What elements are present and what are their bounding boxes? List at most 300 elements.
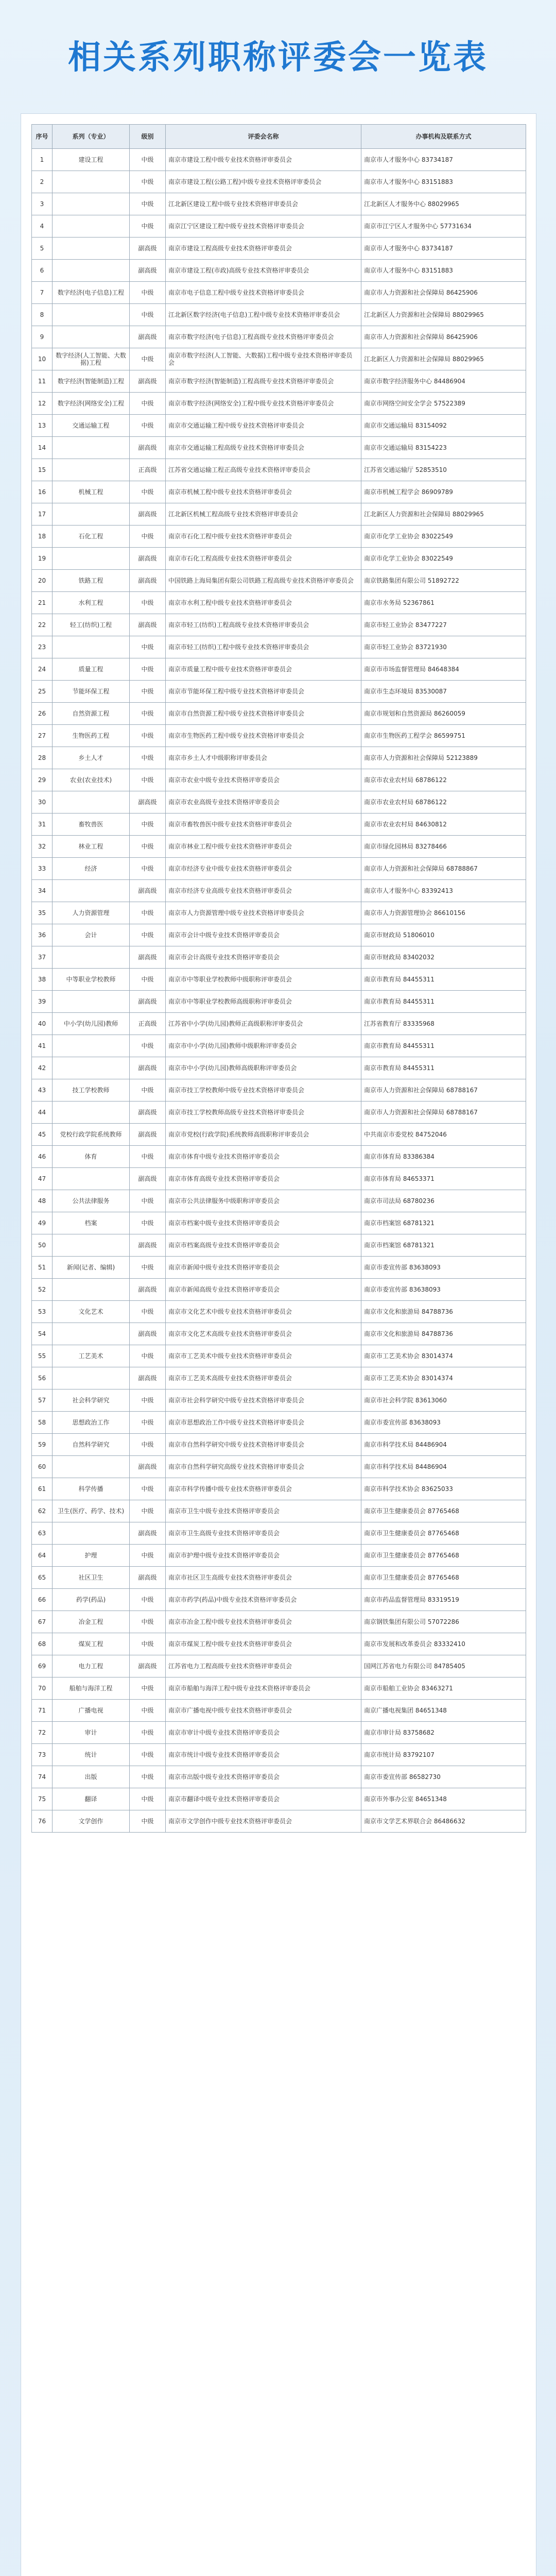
- cell-series: 社会科学研究: [53, 1389, 130, 1412]
- table-row: [32, 1522, 526, 1545]
- cell-committee: 南京市会计高级专业技术资格评审委员会: [166, 946, 361, 969]
- table-row: [32, 348, 526, 370]
- cell-index: 72: [32, 1722, 53, 1744]
- table-row: [32, 393, 526, 415]
- cell-level: 中级: [130, 1545, 166, 1567]
- table-body: [32, 149, 526, 1833]
- cell-level: 中级: [130, 1611, 166, 1633]
- cell-contact: 南京市化学工业协会 83022549: [361, 526, 526, 548]
- cell-level: 副高级: [130, 1655, 166, 1677]
- cell-committee: 南京市经济专业中级专业技术资格评审委员会: [166, 858, 361, 880]
- cell-committee: 南京市思想政治工作中级专业技术资格评审委员会: [166, 1412, 361, 1434]
- cell-index: 50: [32, 1234, 53, 1257]
- cell-level: 中级: [130, 969, 166, 991]
- committee-table: [31, 124, 526, 1833]
- table-row: [32, 1035, 526, 1057]
- cell-contact: 南京市工艺美术协会 83014374: [361, 1367, 526, 1389]
- cell-committee: 南京市建设工程(公路工程)中级专业技术资格评审委员会: [166, 171, 361, 193]
- cell-committee: 南京市农业高级专业技术资格评审委员会: [166, 791, 361, 814]
- cell-contact: 南京市财政局 51806010: [361, 924, 526, 946]
- table-row: [32, 791, 526, 814]
- cell-series: 自然科学研究: [53, 1434, 130, 1456]
- table-row: [32, 858, 526, 880]
- cell-committee: 南京市文学创作中级专业技术资格评审委员会: [166, 1810, 361, 1833]
- cell-series: [53, 1168, 130, 1190]
- cell-series: 技工学校教师: [53, 1079, 130, 1101]
- cell-index: 44: [32, 1101, 53, 1124]
- cell-index: 18: [32, 526, 53, 548]
- cell-level: 中级: [130, 1677, 166, 1700]
- cell-contact: 南京市档案馆 68781321: [361, 1234, 526, 1257]
- cell-index: 31: [32, 814, 53, 836]
- cell-index: 20: [32, 570, 53, 592]
- cell-committee: 南京市数字经济(人工智能、大数据)工程中级专业技术资格评审委员会: [166, 348, 361, 370]
- cell-level: 中级: [130, 481, 166, 503]
- cell-contact: 南京市船舶工业协会 83463271: [361, 1677, 526, 1700]
- cell-level: 中级: [130, 1788, 166, 1810]
- cell-contact: 南京市卫生健康委员会 87765468: [361, 1522, 526, 1545]
- cell-committee: 南京市轻工(纺织)工程中级专业技术资格评审委员会: [166, 636, 361, 658]
- cell-committee: 南京市科学传播中级专业技术资格评审委员会: [166, 1478, 361, 1500]
- cell-index: 11: [32, 370, 53, 393]
- cell-committee: 南京市卫生高级专业技术资格评审委员会: [166, 1522, 361, 1545]
- cell-contact: 南京市文学艺术界联合会 86486632: [361, 1810, 526, 1833]
- cell-level: 中级: [130, 1190, 166, 1212]
- cell-series: 中小学(幼儿园)教师: [53, 1013, 130, 1035]
- cell-series: [53, 260, 130, 282]
- cell-index: 13: [32, 415, 53, 437]
- cell-index: 65: [32, 1567, 53, 1589]
- cell-series: [53, 215, 130, 238]
- cell-committee: 南京市会计中级专业技术资格评审委员会: [166, 924, 361, 946]
- cell-index: 6: [32, 260, 53, 282]
- cell-contact: 南京市文化和旅游局 84788736: [361, 1323, 526, 1345]
- cell-contact: 国网江苏省电力有限公司 84785405: [361, 1655, 526, 1677]
- cell-series: 出版: [53, 1766, 130, 1788]
- cell-index: 33: [32, 858, 53, 880]
- table-row: [32, 814, 526, 836]
- cell-contact: 南京市体育局 84653371: [361, 1168, 526, 1190]
- cell-series: 体育: [53, 1146, 130, 1168]
- cell-committee: 南京市质量工程中级专业技术资格评审委员会: [166, 658, 361, 681]
- table-row: [32, 1124, 526, 1146]
- cell-level: 副高级: [130, 614, 166, 636]
- cell-index: 19: [32, 548, 53, 570]
- cell-series: 机械工程: [53, 481, 130, 503]
- cell-contact: 南京市农业农村局 84630812: [361, 814, 526, 836]
- cell-committee: 南京市林业工程中级专业技术资格评审委员会: [166, 836, 361, 858]
- cell-series: 林业工程: [53, 836, 130, 858]
- cell-contact: 南京市教育局 84455311: [361, 1057, 526, 1079]
- cell-contact: 南京市科学技术局 84486904: [361, 1434, 526, 1456]
- table-row: [32, 1013, 526, 1035]
- cell-index: 70: [32, 1677, 53, 1700]
- cell-index: 67: [32, 1611, 53, 1633]
- cell-committee: 南京市体育高级专业技术资格评审委员会: [166, 1168, 361, 1190]
- cell-index: 68: [32, 1633, 53, 1655]
- cell-index: 17: [32, 503, 53, 526]
- cell-index: 39: [32, 991, 53, 1013]
- table-row: [32, 526, 526, 548]
- cell-contact: 南京市文化和旅游局 84788736: [361, 1301, 526, 1323]
- table-row: [32, 924, 526, 946]
- cell-committee: 江苏省中小学(幼儿园)教师正高级职称评审委员会: [166, 1013, 361, 1035]
- cell-contact: 南京市委宣传部 83638093: [361, 1257, 526, 1279]
- cell-committee: 南京市审计中级专业技术资格评审委员会: [166, 1722, 361, 1744]
- table-row: [32, 1456, 526, 1478]
- cell-contact: 南京市化学工业协会 83022549: [361, 548, 526, 570]
- table-row: [32, 614, 526, 636]
- cell-level: 中级: [130, 526, 166, 548]
- cell-index: 45: [32, 1124, 53, 1146]
- cell-contact: 南京市人力资源和社会保障局 68788167: [361, 1101, 526, 1124]
- cell-contact: 南京市统计局 83792107: [361, 1744, 526, 1766]
- cell-index: 74: [32, 1766, 53, 1788]
- cell-committee: 南京市新闻中级专业技术资格评审委员会: [166, 1257, 361, 1279]
- cell-contact: 南京市财政局 83402032: [361, 946, 526, 969]
- cell-series: 工艺美术: [53, 1345, 130, 1367]
- cell-series: 审计: [53, 1722, 130, 1744]
- table-row: [32, 1389, 526, 1412]
- cell-contact: 南京市人力资源管理协会 86610156: [361, 902, 526, 924]
- table-row: [32, 149, 526, 171]
- cell-committee: 江北新区数字经济(电子信息)工程中级专业技术资格评审委员会: [166, 304, 361, 326]
- cell-level: 中级: [130, 1478, 166, 1500]
- cell-contact: 江北新区人力资源和社会保障局 88029965: [361, 304, 526, 326]
- cell-contact: 南京市委宣传部 83638093: [361, 1279, 526, 1301]
- cell-series: [53, 946, 130, 969]
- cell-contact: 南京市轻工业协会 83477227: [361, 614, 526, 636]
- cell-committee: 南京市社区卫生高级专业技术资格评审委员会: [166, 1567, 361, 1589]
- cell-index: 73: [32, 1744, 53, 1766]
- cell-committee: 南京市节能环保工程中级专业技术资格评审委员会: [166, 681, 361, 703]
- cell-committee: 南京市经济专业高级专业技术资格评审委员会: [166, 880, 361, 902]
- cell-level: 中级: [130, 924, 166, 946]
- cell-contact: 南京市交通运输局 83154223: [361, 437, 526, 459]
- cell-series: [53, 459, 130, 481]
- cell-level: 副高级: [130, 570, 166, 592]
- cell-index: 54: [32, 1323, 53, 1345]
- table-row: [32, 1589, 526, 1611]
- cell-index: 38: [32, 969, 53, 991]
- table-row: [32, 1057, 526, 1079]
- table-row: [32, 171, 526, 193]
- cell-series: 农业(农业技术): [53, 769, 130, 791]
- cell-contact: 南京市体育局 83386384: [361, 1146, 526, 1168]
- cell-series: 党校行政学院系统教师: [53, 1124, 130, 1146]
- cell-committee: 南京市护理中级专业技术资格评审委员会: [166, 1545, 361, 1567]
- cell-series: [53, 991, 130, 1013]
- cell-level: 副高级: [130, 1057, 166, 1079]
- cell-committee: 南京市石化工程高级专业技术资格评审委员会: [166, 548, 361, 570]
- cell-level: 中级: [130, 1722, 166, 1744]
- table-row: [32, 1655, 526, 1677]
- cell-contact: 南京市机械工程学会 86909789: [361, 481, 526, 503]
- cell-series: [53, 171, 130, 193]
- cell-level: 副高级: [130, 1367, 166, 1389]
- cell-series: 中等职业学校教师: [53, 969, 130, 991]
- cell-committee: 南京市数字经济(电子信息)工程高级专业技术资格评审委员会: [166, 326, 361, 348]
- cell-committee: 南京市乡土人才中级职称评审委员会: [166, 747, 361, 769]
- cell-contact: 南京市科学技术协会 83625033: [361, 1478, 526, 1500]
- cell-contact: 南京市江宁区人才服务中心 57731634: [361, 215, 526, 238]
- cell-series: [53, 1101, 130, 1124]
- cell-series: [53, 304, 130, 326]
- cell-contact: 南京市审计局 83758682: [361, 1722, 526, 1744]
- cell-index: 23: [32, 636, 53, 658]
- cell-level: 中级: [130, 1345, 166, 1367]
- cell-level: 正高级: [130, 459, 166, 481]
- cell-contact: 南京市委宣传部 83638093: [361, 1412, 526, 1434]
- cell-series: [53, 1367, 130, 1389]
- cell-series: 人力资源管理: [53, 902, 130, 924]
- cell-contact: 南京市市场监督管理局 84648384: [361, 658, 526, 681]
- cell-committee: 南京市体育中级专业技术资格评审委员会: [166, 1146, 361, 1168]
- table-row: [32, 193, 526, 215]
- cell-contact: 南京市人力资源和社会保障局 68788167: [361, 1079, 526, 1101]
- cell-index: 55: [32, 1345, 53, 1367]
- cell-committee: 南京市档案高级专业技术资格评审委员会: [166, 1234, 361, 1257]
- cell-contact: 南京市人才服务中心 83392413: [361, 880, 526, 902]
- cell-committee: 南京市建设工程中级专业技术资格评审委员会: [166, 149, 361, 171]
- cell-committee: 南京市中小学(幼儿园)教师中级职称评审委员会: [166, 1035, 361, 1057]
- cell-series: 广播电视: [53, 1700, 130, 1722]
- cell-series: 乡土人才: [53, 747, 130, 769]
- cell-index: 5: [32, 238, 53, 260]
- cell-level: 中级: [130, 658, 166, 681]
- table-row: [32, 1611, 526, 1633]
- table-row: [32, 326, 526, 348]
- cell-committee: 南京市自然科学研究中级专业技术资格评审委员会: [166, 1434, 361, 1456]
- cell-level: 正高级: [130, 1013, 166, 1035]
- table-row: [32, 902, 526, 924]
- cell-series: [53, 636, 130, 658]
- cell-level: 副高级: [130, 1323, 166, 1345]
- cell-level: 中级: [130, 1810, 166, 1833]
- cell-index: 43: [32, 1079, 53, 1101]
- cell-level: 中级: [130, 681, 166, 703]
- cell-level: 中级: [130, 1700, 166, 1722]
- cell-level: 中级: [130, 1389, 166, 1412]
- cell-series: 公共法律服务: [53, 1190, 130, 1212]
- cell-index: 27: [32, 725, 53, 747]
- cell-committee: 南京市数字经济(智能制造)工程高级专业技术资格评审委员会: [166, 370, 361, 393]
- table-row: [32, 1146, 526, 1168]
- cell-level: 副高级: [130, 370, 166, 393]
- cell-series: 文学创作: [53, 1810, 130, 1833]
- table-row: [32, 1367, 526, 1389]
- cell-index: 61: [32, 1478, 53, 1500]
- cell-contact: 江苏省教育厅 83335968: [361, 1013, 526, 1035]
- cell-index: 3: [32, 193, 53, 215]
- cell-index: 37: [32, 946, 53, 969]
- table-row: [32, 260, 526, 282]
- cell-contact: 南京市人力资源和社会保障局 52123889: [361, 747, 526, 769]
- table-row: [32, 1633, 526, 1655]
- cell-series: [53, 437, 130, 459]
- table-row: [32, 1257, 526, 1279]
- cell-level: 中级: [130, 1257, 166, 1279]
- cell-series: [53, 1234, 130, 1257]
- table-row: [32, 1345, 526, 1367]
- cell-index: 60: [32, 1456, 53, 1478]
- cell-contact: 南京市社会科学院 83613060: [361, 1389, 526, 1412]
- header-series: 系列（专业）: [53, 125, 130, 149]
- cell-level: 副高级: [130, 1234, 166, 1257]
- cell-series: [53, 1035, 130, 1057]
- cell-contact: 江北新区人力资源和社会保障局 88029965: [361, 503, 526, 526]
- cell-committee: 南京市文化艺术中级专业技术资格评审委员会: [166, 1301, 361, 1323]
- cell-committee: 南京市机械工程中级专业技术资格评审委员会: [166, 481, 361, 503]
- cell-index: 51: [32, 1257, 53, 1279]
- cell-contact: 南京市外事办公室 84651348: [361, 1788, 526, 1810]
- cell-index: 58: [32, 1412, 53, 1434]
- cell-contact: 南京市委宣传部 86582730: [361, 1766, 526, 1788]
- cell-series: [53, 193, 130, 215]
- cell-contact: 南京市卫生健康委员会 87765468: [361, 1545, 526, 1567]
- cell-index: 57: [32, 1389, 53, 1412]
- cell-index: 24: [32, 658, 53, 681]
- table-row: [32, 1744, 526, 1766]
- cell-committee: 南京市统计中级专业技术资格评审委员会: [166, 1744, 361, 1766]
- cell-committee: 南京市电子信息工程中级专业技术资格评审委员会: [166, 282, 361, 304]
- table-row: [32, 548, 526, 570]
- cell-contact: 南京市生物医药工程学会 86599751: [361, 725, 526, 747]
- cell-level: 副高级: [130, 1168, 166, 1190]
- cell-index: 42: [32, 1057, 53, 1079]
- cell-level: 副高级: [130, 1101, 166, 1124]
- cell-level: 中级: [130, 393, 166, 415]
- cell-index: 66: [32, 1589, 53, 1611]
- cell-contact: 南京市工艺美术协会 83014374: [361, 1345, 526, 1367]
- table-row: [32, 747, 526, 769]
- cell-committee: 中国铁路上海局集团有限公司铁路工程高级专业技术资格评审委员会: [166, 570, 361, 592]
- header-contact: 办事机构及联系方式: [361, 125, 526, 149]
- cell-index: 15: [32, 459, 53, 481]
- cell-contact: 江苏省交通运输厅 52853510: [361, 459, 526, 481]
- cell-contact: 南京市水务局 52367861: [361, 592, 526, 614]
- cell-contact: 南京市人才服务中心 83151883: [361, 260, 526, 282]
- header-level: 级别: [130, 125, 166, 149]
- cell-level: 中级: [130, 725, 166, 747]
- cell-contact: 南京市人力资源和社会保障局 86425906: [361, 326, 526, 348]
- cell-index: 76: [32, 1810, 53, 1833]
- cell-index: 32: [32, 836, 53, 858]
- cell-index: 64: [32, 1545, 53, 1567]
- cell-committee: 南京市建设工程(市政)高级专业技术资格评审委员会: [166, 260, 361, 282]
- cell-series: 文化艺术: [53, 1301, 130, 1323]
- cell-level: 中级: [130, 747, 166, 769]
- cell-series: 质量工程: [53, 658, 130, 681]
- cell-level: 中级: [130, 1035, 166, 1057]
- cell-series: [53, 1522, 130, 1545]
- cell-level: 中级: [130, 1079, 166, 1101]
- cell-level: 副高级: [130, 1522, 166, 1545]
- cell-contact: 中共南京市委党校 84752046: [361, 1124, 526, 1146]
- cell-contact: 南京市教育局 84455311: [361, 991, 526, 1013]
- cell-contact: 南京市人才服务中心 83151883: [361, 171, 526, 193]
- table-row: [32, 503, 526, 526]
- cell-contact: 南京市科学技术局 84486904: [361, 1456, 526, 1478]
- cell-index: 63: [32, 1522, 53, 1545]
- table-row: [32, 1766, 526, 1788]
- cell-level: 中级: [130, 1434, 166, 1456]
- cell-level: 中级: [130, 1212, 166, 1234]
- cell-contact: 南京市规划和自然资源局 86260059: [361, 703, 526, 725]
- cell-index: 46: [32, 1146, 53, 1168]
- table-header-row: [32, 125, 526, 149]
- cell-index: 36: [32, 924, 53, 946]
- table-row: [32, 370, 526, 393]
- table-row: [32, 1788, 526, 1810]
- cell-series: [53, 238, 130, 260]
- cell-committee: 南京市煤炭工程中级专业技术资格评审委员会: [166, 1633, 361, 1655]
- cell-series: [53, 503, 130, 526]
- cell-committee: 南京市社会科学研究中级专业技术资格评审委员会: [166, 1389, 361, 1412]
- table-row: [32, 1500, 526, 1522]
- table-row: [32, 459, 526, 481]
- cell-index: 26: [32, 703, 53, 725]
- cell-series: [53, 880, 130, 902]
- cell-contact: 南京市轻工业协会 83721930: [361, 636, 526, 658]
- cell-level: 副高级: [130, 880, 166, 902]
- cell-committee: 南京市水利工程中级专业技术资格评审委员会: [166, 592, 361, 614]
- table-row: [32, 969, 526, 991]
- cell-level: 副高级: [130, 1456, 166, 1478]
- cell-committee: 南京市工艺美术中级专业技术资格评审委员会: [166, 1345, 361, 1367]
- cell-series: 冶金工程: [53, 1611, 130, 1633]
- cell-contact: 南京市网络空间安全学会 57522389: [361, 393, 526, 415]
- cell-series: 数字经济(人工智能、大数据)工程: [53, 348, 130, 370]
- cell-committee: 南京市翻译中级专业技术资格评审委员会: [166, 1788, 361, 1810]
- table-row: [32, 636, 526, 658]
- cell-index: 40: [32, 1013, 53, 1035]
- table-row: [32, 836, 526, 858]
- cell-index: 29: [32, 769, 53, 791]
- cell-index: 4: [32, 215, 53, 238]
- cell-contact: 南京市教育局 84455311: [361, 1035, 526, 1057]
- cell-level: 中级: [130, 304, 166, 326]
- cell-index: 41: [32, 1035, 53, 1057]
- cell-committee: 江苏省电力工程高级专业技术资格评审委员会: [166, 1655, 361, 1677]
- cell-series: 数字经济(电子信息)工程: [53, 282, 130, 304]
- cell-level: 中级: [130, 1412, 166, 1434]
- cell-series: 护理: [53, 1545, 130, 1567]
- cell-index: 22: [32, 614, 53, 636]
- cell-committee: 南京市船舶与海洋工程中级专业技术资格评审委员会: [166, 1677, 361, 1700]
- cell-series: [53, 791, 130, 814]
- cell-index: 21: [32, 592, 53, 614]
- cell-committee: 南京市数字经济(网络安全)工程中级专业技术资格评审委员会: [166, 393, 361, 415]
- cell-series: 水利工程: [53, 592, 130, 614]
- cell-committee: 南京市技工学校教师中级专业技术资格评审委员会: [166, 1079, 361, 1101]
- table-row: [32, 1101, 526, 1124]
- cell-series: 石化工程: [53, 526, 130, 548]
- cell-level: 中级: [130, 1301, 166, 1323]
- cell-contact: 江北新区人才服务中心 88029965: [361, 193, 526, 215]
- cell-index: 1: [32, 149, 53, 171]
- cell-level: 中级: [130, 193, 166, 215]
- cell-level: 副高级: [130, 503, 166, 526]
- cell-index: 10: [32, 348, 53, 370]
- cell-index: 49: [32, 1212, 53, 1234]
- cell-index: 2: [32, 171, 53, 193]
- cell-contact: 南京市司法局 68780236: [361, 1190, 526, 1212]
- table-row: [32, 437, 526, 459]
- cell-contact: 南京市交通运输局 83154092: [361, 415, 526, 437]
- cell-committee: 南京市药学(药品)中级专业技术资格评审委员会: [166, 1589, 361, 1611]
- cell-committee: 南京市农业中级专业技术资格评审委员会: [166, 769, 361, 791]
